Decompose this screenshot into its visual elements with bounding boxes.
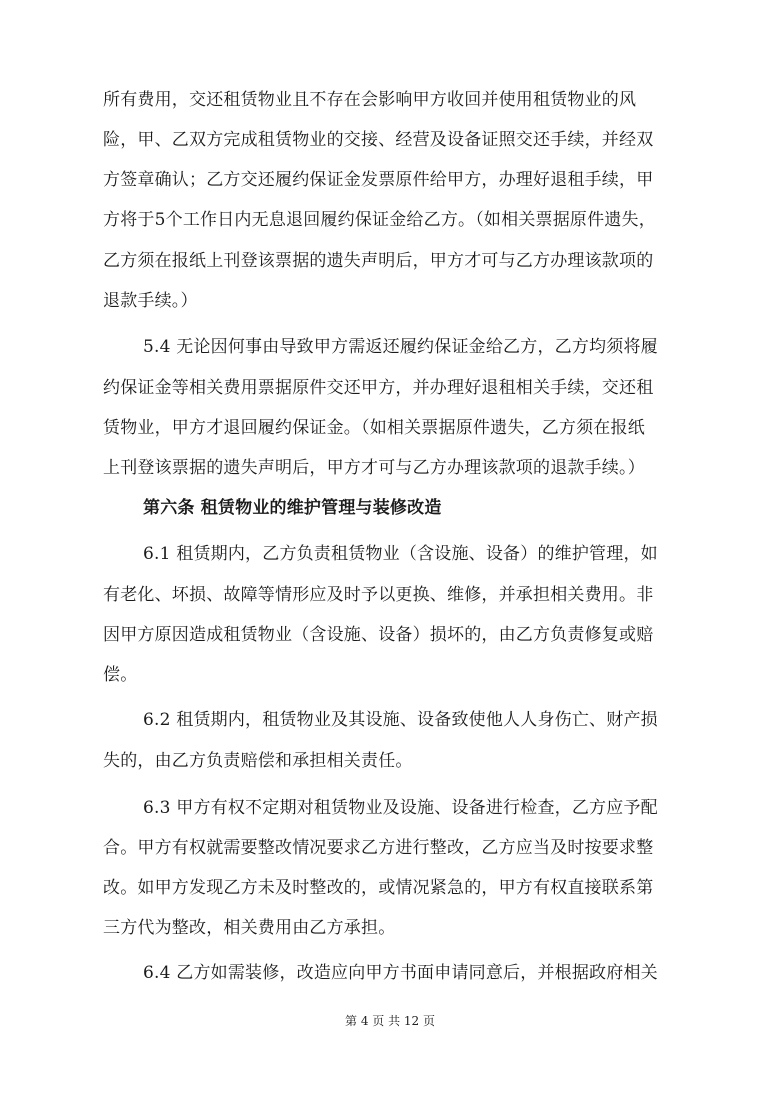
text-line: 三方代为整改，相关费用由乙方承担。 [103, 918, 396, 938]
text-line: 有老化、坏损、故障等情形应及时予以更换、维修，并承担相关费用。非 [103, 585, 654, 605]
text-line: 改。如甲方发现乙方未及时整改的，或情况紧急的，甲方有权直接联系第 [103, 878, 654, 898]
section-heading: 第六条 租赁物业的维护管理与装修改造 [143, 498, 442, 518]
text-line: 所有费用，交还租赁物业且不存在会影响甲方收回并使用租赁物业的风 [103, 90, 637, 110]
text-line: 因甲方原因造成租赁物业（含设施、设备）损坏的，由乙方负责修复或赔 [103, 625, 654, 645]
text-line: 合。甲方有权就需要整改情况要求乙方进行整改，乙方应当及时按要求整 [103, 838, 654, 858]
text-line: 5.4 无论因何事由导致甲方需返还履约保证金给乙方，乙方均须将履 [143, 337, 658, 357]
text-line: 6.3 甲方有权不定期对租赁物业及设施、设备进行检查，乙方应予配 [143, 798, 658, 818]
text-line: 乙方须在报纸上刊登该票据的遗失声明后，甲方才可与乙方办理该款项的 [103, 251, 654, 271]
text-line: 方将于5个工作日内无息退回履约保证金给乙方。（如相关票据原件遗失， [103, 210, 656, 230]
text-line: 上刊登该票据的遗失声明后，甲方才可与乙方办理该款项的退款手续。） [103, 458, 645, 478]
text-line: 6.1 租赁期内，乙方负责租赁物业（含设施、设备）的维护管理，如 [143, 544, 658, 564]
text-line: 6.4 乙方如需装修，改造应向甲方书面申请同意后，并根据政府相关 [143, 963, 658, 983]
text-line: 失的，由乙方负责赔偿和承担相关责任。 [103, 751, 413, 771]
text-line: 退款手续。） [103, 291, 198, 311]
text-line: 方签章确认；乙方交还履约保证金发票原件给甲方，办理好退租手续，甲 [103, 170, 654, 190]
text-line: 险，甲、乙双方完成租赁物业的交接、经营及设备证照交还手续，并经双 [103, 130, 654, 150]
page-number-footer: 第 4 页 共 12 页 [345, 1014, 435, 1028]
text-line: 偿。 [103, 665, 138, 685]
text-line: 赁物业，甲方才退回履约保证金。（如相关票据原件遗失，乙方须在报纸 [103, 418, 645, 438]
text-line: 6.2 租赁期内，租赁物业及其设施、设备致使他人人身伤亡、财产损 [143, 710, 658, 730]
text-line: 约保证金等相关费用票据原件交还甲方，并办理好退租相关手续，交还租 [103, 378, 654, 398]
